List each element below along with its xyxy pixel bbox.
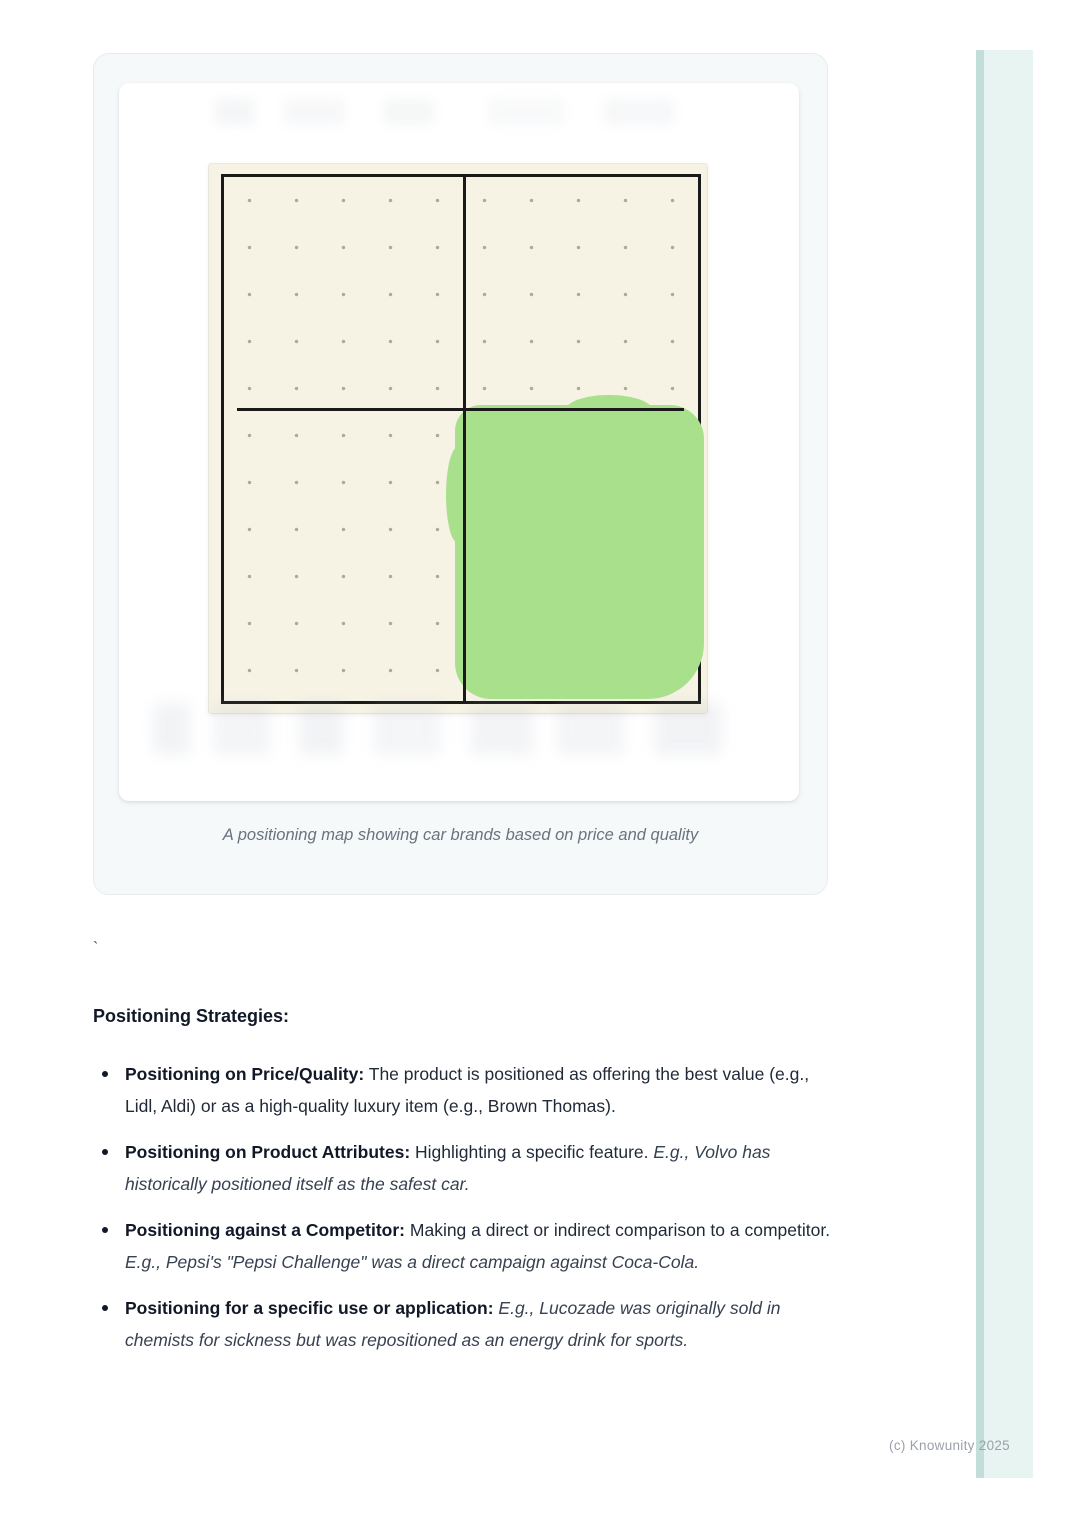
bullet-icon bbox=[102, 1305, 108, 1311]
section-heading: Positioning Strategies: bbox=[93, 1006, 290, 1026]
list-item-text: Making a direct or indirect comparison to a competitor. bbox=[405, 1220, 831, 1240]
list-item bbox=[93, 1136, 838, 1200]
right-accent-stripe bbox=[976, 50, 1033, 1478]
figure-caption: A positioning map showing car brands based on price and quality bbox=[222, 826, 699, 844]
faded-text-smudge-bottom bbox=[153, 703, 765, 755]
list-item-lead: Positioning on Price/Quality: bbox=[125, 1064, 365, 1084]
map-vertical-axis bbox=[463, 177, 466, 701]
highlighted-quadrant-bottom-right bbox=[455, 405, 704, 699]
strategies-list bbox=[93, 1058, 841, 1370]
map-horizontal-axis bbox=[237, 408, 684, 411]
watermark: (c) Knowunity 2025 bbox=[889, 1438, 1010, 1453]
list-item bbox=[93, 1292, 838, 1356]
list-item-text: The product is positioned as offering the best value (e.g., Lidl, Aldi) or as a high-quality luxury item (e.g., Brown Thomas). bbox=[125, 1064, 810, 1116]
list-item-lead: Positioning for a specific use or application: bbox=[125, 1298, 494, 1318]
stray-backtick-text: ` bbox=[93, 940, 99, 957]
positioning-map-image bbox=[209, 164, 707, 713]
figure-image-frame[interactable] bbox=[119, 83, 799, 801]
list-item-example: E.g., Volvo has historically positioned itself as the safest car. bbox=[125, 1142, 771, 1194]
list-item bbox=[93, 1058, 838, 1122]
faded-text-smudge-top bbox=[214, 99, 714, 125]
figure-card bbox=[93, 53, 828, 895]
list-item-example: E.g., Pepsi's "Pepsi Challenge" was a direct campaign against Coca-Cola. bbox=[125, 1252, 700, 1272]
list-item-example: E.g., Lucozade was originally sold in chemists for sickness but was repositioned as an energy drink for sports. bbox=[125, 1298, 781, 1350]
bullet-icon bbox=[102, 1227, 108, 1233]
bullet-icon bbox=[102, 1071, 108, 1077]
map-border-frame bbox=[221, 174, 701, 704]
list-item bbox=[93, 1214, 838, 1278]
list-item-text: Highlighting a specific feature. bbox=[410, 1142, 654, 1162]
list-item-lead: Positioning against a Competitor: bbox=[125, 1220, 406, 1240]
bullet-icon bbox=[102, 1149, 108, 1155]
list-item-lead: Positioning on Product Attributes: bbox=[125, 1142, 411, 1162]
